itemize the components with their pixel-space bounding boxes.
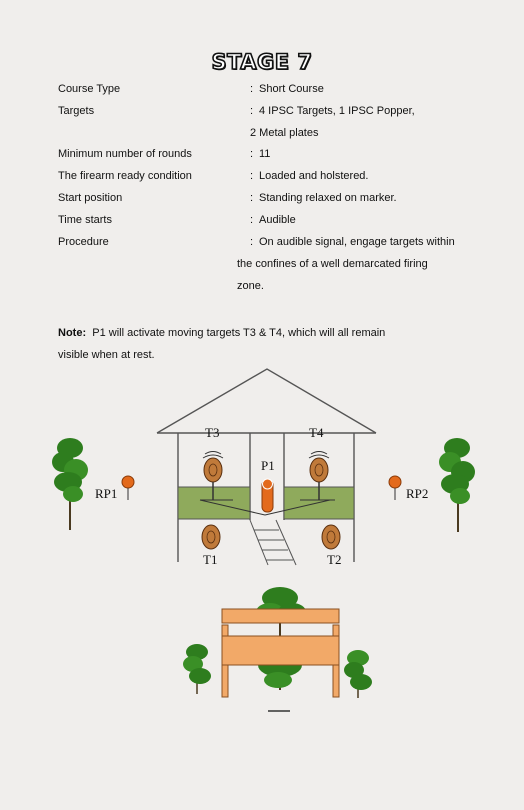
tree-small-right: [344, 650, 372, 698]
label-t4: T4: [309, 425, 324, 440]
field-label-min-rounds: Minimum number of rounds: [58, 148, 192, 160]
stage-title: STAGE 7: [211, 50, 313, 74]
colon: :: [250, 170, 254, 182]
popper-p1: [262, 479, 273, 512]
note-label: Note: [58, 327, 83, 339]
plate-rp2: [389, 476, 401, 500]
field-value-procedure: On audible signal, engage targets within: [259, 236, 455, 248]
field-label-start-position: Start position: [58, 192, 123, 204]
label-t1: T1: [203, 552, 218, 567]
tree-small-left: [183, 644, 211, 694]
field-value-procedure-cont2: zone.: [237, 280, 264, 292]
field-label-procedure: Procedure: [58, 236, 109, 248]
field-value-course-type: Short Course: [259, 83, 324, 95]
note: Note: P1 will activate moving targets T3 & T4, which will all remain visible when at rest.: [58, 327, 386, 361]
colon: :: [250, 148, 254, 160]
tree-left: [52, 438, 88, 530]
note-text: P1 will activate moving targets T3 & T4, which will all remain visible when at rest.: [58, 327, 386, 361]
colon: :: [250, 236, 254, 248]
field-value-time-starts: Audible: [259, 214, 296, 226]
target-t2: [322, 525, 340, 549]
colon: :: [250, 105, 254, 117]
colon: :: [250, 192, 254, 204]
steps: [250, 520, 296, 565]
target-t1: [202, 525, 220, 549]
tree-right: [439, 438, 475, 532]
field-value-procedure-cont: the confines of a well demarcated firing: [237, 258, 428, 270]
colon: :: [250, 214, 254, 226]
label-t3: T3: [205, 425, 220, 440]
field-label-targets: Targets: [58, 105, 95, 117]
label-p1: P1: [261, 458, 275, 473]
colon: :: [250, 83, 254, 95]
field-label-ready-condition: The firearm ready condition: [58, 170, 192, 182]
field-value-min-rounds: 11: [259, 148, 271, 160]
plate-rp1: [122, 476, 134, 500]
label-rp1: RP1: [95, 486, 118, 501]
field-value-targets: 4 IPSC Targets, 1 IPSC Popper,: [259, 105, 415, 117]
label-t2: T2: [327, 552, 342, 567]
label-rp2: RP2: [406, 486, 429, 501]
field-label-course-type: Course Type: [58, 83, 121, 95]
field-value-start-position: Standing relaxed on marker.: [259, 192, 397, 204]
field-value-ready-condition: Loaded and holstered.: [259, 170, 369, 182]
field-label-time-starts: Time starts: [58, 214, 112, 226]
field-value-targets-cont: 2 Metal plates: [250, 127, 319, 139]
